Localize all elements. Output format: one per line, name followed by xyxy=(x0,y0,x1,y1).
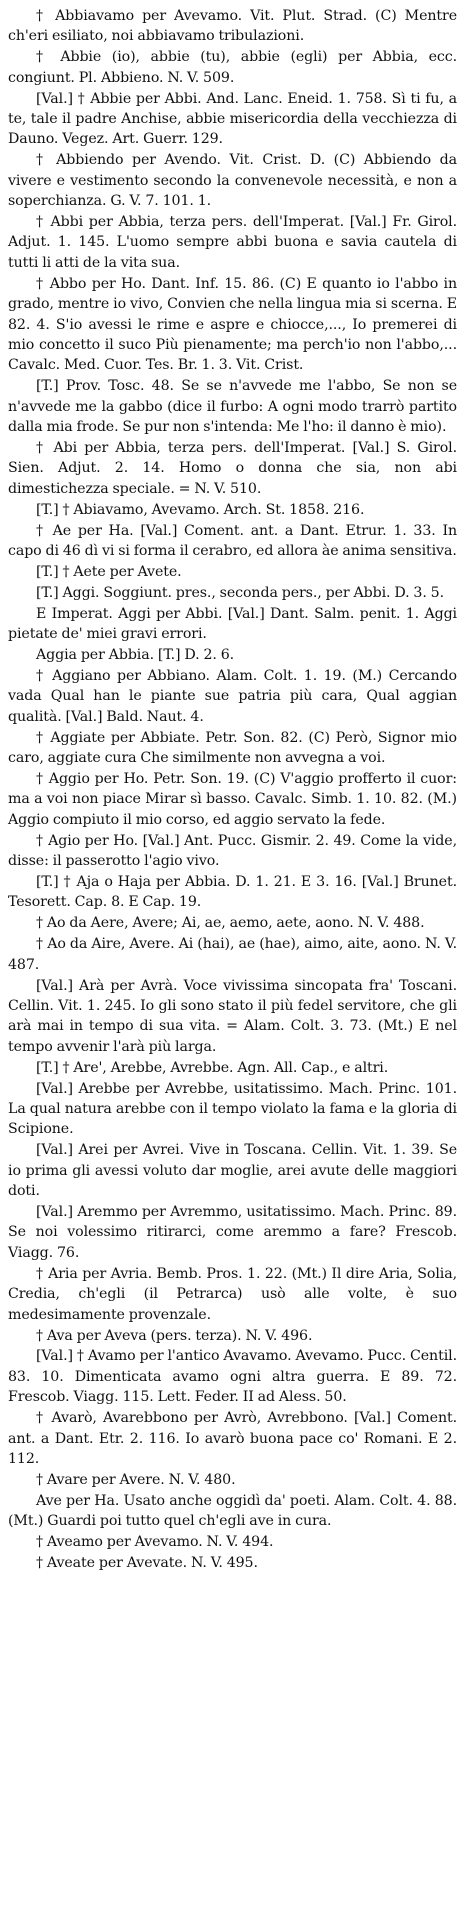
entry-agio: † Agio per Ho. [Val.] Ant. Pucc. Gismir. 2. 49. Come la vide, disse: il passerotto l'agio vivo. xyxy=(8,832,457,870)
entry-abbie-abbi: [Val.] † Abbie per Abbi. And. Lanc. Eneid. 1. 758. Sì ti fu, a te, tale il padre Anchise, abbie misericordia della vecchiezza di Dauno. Vegez. Art. Guerr. 129. xyxy=(8,90,457,148)
entry-ao-aire: † Ao da Aire, Avere. Ai (hai), ae (hae), aimo, aite, aono. N. V. 487. xyxy=(8,936,457,973)
entry-avamo: [Val.] † Avamo per l'antico Avavamo. Avevamo. Pucc. Centil. 83. 10. Dimenticata avamo ogni altra guerra. E 89. 72. Frescob. Viagg. 115. Lett. Feder. II ad Aless. 50. xyxy=(8,1348,457,1406)
entry-aveamo: † Aveamo per Avevamo. N. V. 494. xyxy=(36,1534,274,1551)
entry-aria: † Aria per Avria. Bemb. Pros. 1. 22. (Mt.) Il dire Aria, Solia, Credia, ch'egli (il Petrarca) usò alle volte, è suo medesimamente provenzale. xyxy=(8,1265,457,1323)
entry-abbiavamo: † Abbiavamo per Avevamo. Vit. Plut. Strad. (C) Mentre ch'eri esiliato, noi abbiavamo tribulazioni. xyxy=(8,8,457,45)
entry-aggio: † Aggio per Ho. Petr. Son. 19. (C) V'aggio profferto il cuor: ma a voi non piace Mirar sì basso. Cavalc. Simb. 1. 10. 82. (M.) Aggio compiuto il mio corso, ed aggio servato la fede. xyxy=(8,771,457,828)
entry-abbo-prov: [T.] Prov. Tosc. 48. Se se n'avvede me l'abbo, Se non se n'avvede me la gabbo (dice il furbo: A ogni modo trarrò partito dalla mia frode. Se pur non s'intenda: Me l'ho: il danno è mio). xyxy=(8,378,457,436)
entry-abi: † Abi per Abbia, terza pers. dell'Imperat. [Val.] S. Girol. Sien. Adjut. 2. 14. Homo o donna che sia, non abi dimestichezza speciale. = N. V. 510. xyxy=(8,440,457,497)
entry-ao-aere: † Ao da Aere, Avere; Ai, ae, aemo, aete, aono. N. V. 488. xyxy=(36,915,425,932)
entry-aete: [T.] † Aete per Avete. xyxy=(36,563,182,580)
entry-avaro: † Avarò, Avarebbono per Avrò, Avrebbono. [Val.] Coment. ant. a Dant. Etr. 2. 116. Io avarò buona pace co' Romani. E 2. 112. xyxy=(8,1410,457,1467)
entry-ave: Ave per Ha. Usato anche oggidì da' poeti. Alam. Colt. 4. 88. (Mt.) Guardi poi tutto quel ch'egli ave in cura. xyxy=(8,1492,457,1530)
entry-abiavamo: [T.] † Abiavamo, Avevamo. Arch. St. 1858. 216. xyxy=(36,501,365,518)
entry-aveate: † Aveate per Avevate. N. V. 495. xyxy=(36,1554,258,1571)
entry-ara: [Val.] Arà per Avrà. Voce vivissima sincopata fra' Toscani. Cellin. Vit. 1. 245. Io gli sono stato il più fedel servitore, che gli arà mai in tempo di sua vita. = Alam. Colt. 3. 73. (Mt.) E nel tempo avvenir l'arà più larga. xyxy=(8,977,457,1055)
entry-arei: [Val.] Arei per Avrei. Vive in Toscana. Cellin. Vit. 1. 39. Se io prima gli avessi voluto dar moglie, arei avute delle maggiori doti. xyxy=(8,1142,457,1200)
entry-abbo: † Abbo per Ho. Dant. Inf. 15. 86. (C) E quanto io l'abbo in grado, mentre io vivo, Convien che nella lingua mia si scerna. E 82. 4. S'io avessi le rime e aspre e chiocce,..., Io premerei di mio concetto il suco Più pienamente; ma perch'io non l'abbo,... Cavalc. Med. Cuor. Tes. Br. 1. 3. Vit. Crist. xyxy=(8,275,457,374)
entry-arebbe: [Val.] Arebbe per Avrebbe, usitatissimo. Mach. Princ. 101. La qual natura arebbe con il tempo violato la fama e la gloria di Scipione. xyxy=(8,1080,457,1138)
entry-aggiano: † Aggiano per Abbiano. Alam. Colt. 1. 19. (M.) Cercando vada Qual han le piante sue patria più cara, Qual aggian qualità. [Val.] Bald. Naut. 4. xyxy=(8,668,457,725)
entry-aggi-soggiunt: [T.] Aggi. Soggiunt. pres., seconda pers., per Abbi. D. 3. 5. xyxy=(36,584,444,601)
entry-aja: [T.] † Aja o Haja per Abbia. D. 1. 21. E 3. 16. [Val.] Brunet. Tesorett. Cap. 8. E Cap. 19. xyxy=(8,874,457,911)
entry-abbi: † Abbi per Abbia, terza pers. dell'Imperat. [Val.] Fr. Girol. Adjut. 1. 145. L'uomo sempre abbi buona e savia cautela di tutti li atti de la vita sua. xyxy=(8,214,457,271)
entry-ava: † Ava per Aveva (pers. terza). N. V. 496. xyxy=(36,1327,313,1344)
text-column xyxy=(8,6,457,1573)
entry-ae: † Ae per Ha. [Val.] Coment. ant. a Dant. Etrur. 1. 33. In capo di 46 dì vi si forma il cerabro, ed allora àe anima sensitiva. xyxy=(8,522,457,560)
entry-aremmo: [Val.] Aremmo per Avremmo, usitatissimo. Mach. Princ. 89. Se noi volessimo ritirarci, come aremmo a fare? Frescob. Viagg. 76. xyxy=(8,1204,457,1261)
entry-aggiate: † Aggiate per Abbiate. Petr. Son. 82. (C) Però, Signor mio caro, aggiate cura Che similmente non avvegna a voi. xyxy=(8,729,457,767)
entry-abbiendo: † Abbiendo per Avendo. Vit. Crist. D. (C) Abbiendo da vivere e vestimento secondo la convenevole necessità, e non a soperchianza. G. V. 7. 101. 1. xyxy=(8,152,457,210)
entry-abbie-abbia: † Abbie (io), abbie (tu), abbie (egli) per Abbia, ecc. congiunt. Pl. Abbieno. N. V. 509. xyxy=(8,49,457,86)
entry-avare: † Avare per Avere. N. V. 480. xyxy=(36,1471,236,1488)
entry-are: [T.] † Are', Arebbe, Avrebbe. Agn. All. Cap., e altri. xyxy=(36,1059,389,1076)
entry-aggi-imperat: E Imperat. Aggi per Abbi. [Val.] Dant. Salm. penit. 1. Aggi pietate de' miei gravi errori. xyxy=(8,605,457,643)
entry-aggia: Aggia per Abbia. [T.] D. 2. 6. xyxy=(36,647,235,664)
